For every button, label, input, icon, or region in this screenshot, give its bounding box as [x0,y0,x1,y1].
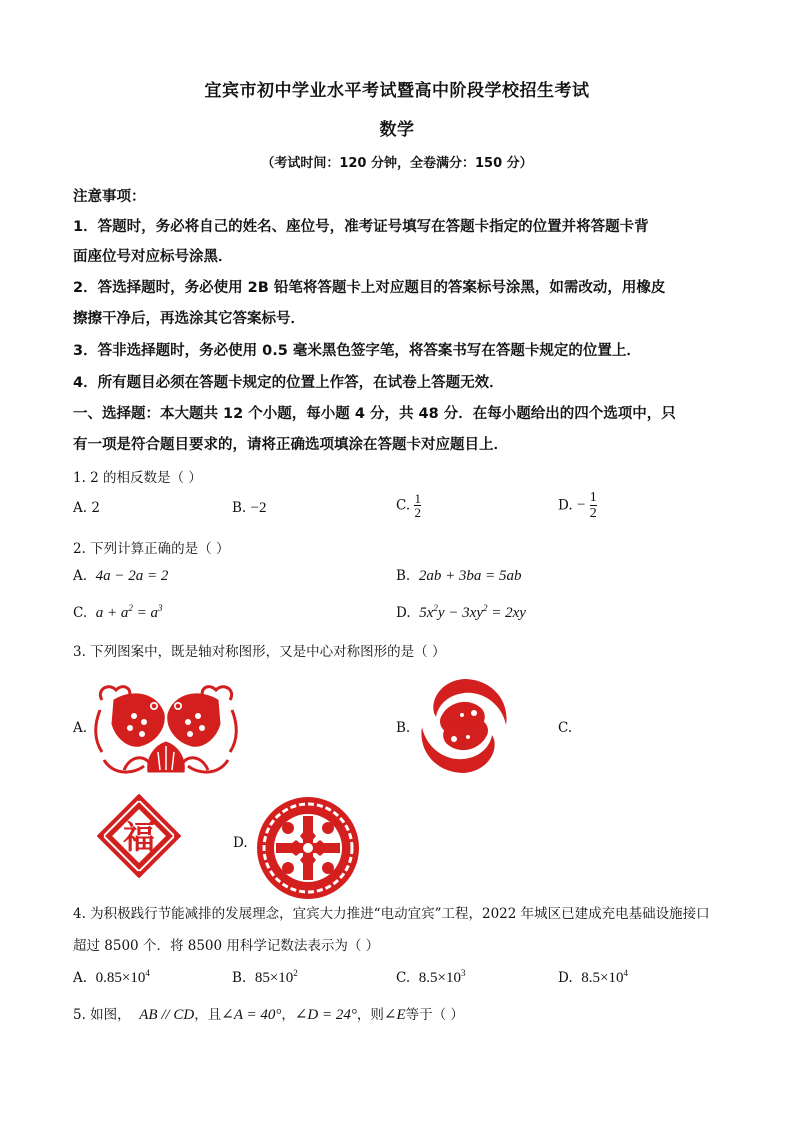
note-line: 面座位号对应标号涂黑． [73,249,233,265]
note-line: 1．答题时，务必将自己的姓名、座位号，准考证号填写在答题卡指定的位置并将答题卡背 [73,219,649,235]
section-instructions: 一、选择题：本大题共 12 个小题，每小题 4 分，共 48 分．在每小题给出的四个选项中，只 [73,406,676,422]
question-4-line: 4. 为积极践行节能减排的发展理念，宜宾大力推进“电动宜宾”工程，2022 年城区已建成充电基础设施接口 [73,906,710,922]
q4-option-a: A. $0.85\times 10^4$ [73,968,150,986]
section-instructions: 有一项是符合题目要求的，请将正确选项填涂在答题卡对应题目上． [73,437,508,453]
q4-option-b: B. $85\times 10^2$ [232,968,298,986]
q1-option-c: C. $\frac{1}{2}$ [396,491,421,520]
q3-option-a-label: A. [73,720,88,736]
note-line: 2．答选择题时，务必使用 2B 铅笔将答题卡上对应题目的答案标号涂黑，如需改动，用橡皮 [73,280,666,296]
circle-medallion-papercut-image [256,796,360,900]
question-2-stem: 2. 下列计算正确的是（ ） [73,541,230,557]
note-line: 擦擦干净后，再选涂其它答案标号． [73,311,305,327]
question-3-stem: 3. 下列图案中，既是轴对称图形，又是中心对称图形的是（ ） [73,644,446,660]
question-1-stem: 1. 2 的相反数是（ ） [73,470,202,486]
note-line: 4．所有题目必须在答题卡规定的位置上作答，在试卷上答题无效． [73,375,504,391]
exam-title: 宜宾市初中学业水平考试暨高中阶段学校招生考试 [204,81,590,101]
exam-info: （考试时间：120 分钟，全卷满分：150 分） [261,156,533,171]
q1-option-d: D. − $\frac{1}{2}$ [558,490,597,521]
q2-option-c: C. $a + a^2 = a^3$ [73,603,163,621]
notes-heading: 注意事项： [73,189,146,205]
svg-text:福: 福 [122,818,156,856]
q4-option-d: D. $8.5\times 10^4$ [558,968,628,986]
q2-option-b: B. 2ab + 3ba = 5ab [396,568,522,584]
subject-title: 数学 [379,120,415,140]
q1-option-b: B. −2 [232,500,267,516]
fish-papercut-image [94,680,238,778]
q1-option-a: A. 2 [73,500,100,516]
q2-option-a: A. 4a − 2a = 2 [73,568,169,584]
q3-option-d-label: D. [233,835,248,851]
q3-option-b-label: B. [396,720,411,736]
fu-diamond-papercut-image [97,794,181,878]
question-4-line: 超过 8500 个．将 8500 用科学记数法表示为（ ） [73,938,380,954]
note-line: 3．答非选择题时，务必使用 0.5 毫米黑色签字笔，将答案书写在答题卡规定的位置上． [73,343,641,359]
q4-option-c: C. $8.5\times 10^3$ [396,968,466,986]
q2-option-d: D. $5x^2y - 3xy^2 = 2xy$ [396,603,526,621]
q3-option-c-label: C. [558,720,573,736]
fish-circle-papercut-image [414,675,514,777]
question-5-stem: 5. 如图， AB // CD，且∠A = 40°，∠D = 24°，则∠E等于（ ） [73,1007,464,1023]
